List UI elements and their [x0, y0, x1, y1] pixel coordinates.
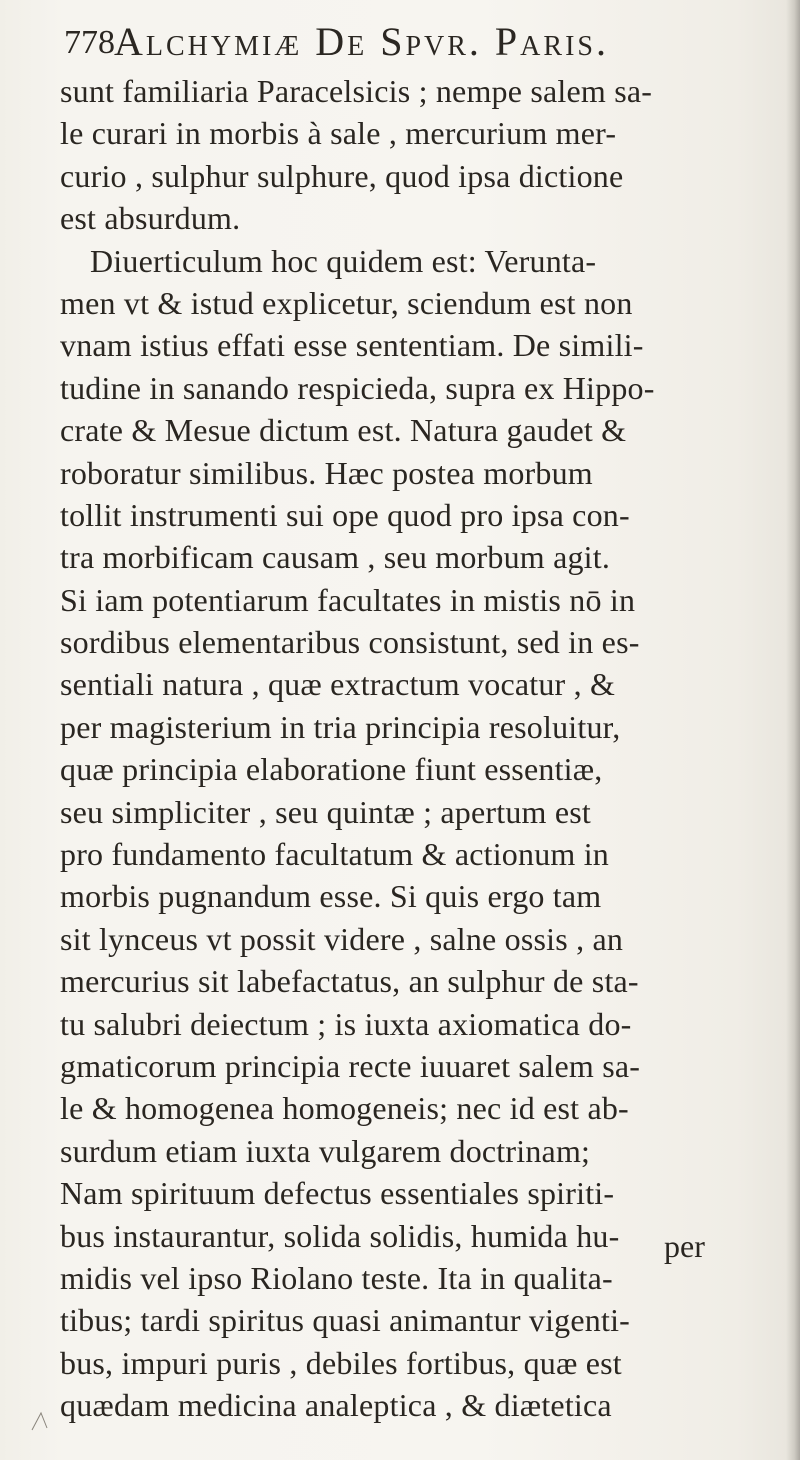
page-header [64, 10, 764, 66]
text-line: le & homogenea homogeneis; nec id est ab- [60, 1090, 629, 1127]
text-line: Diuerticulum hoc quidem est: Verunta- [90, 242, 597, 279]
page-number: 778 [64, 24, 115, 61]
text-line: roboratur similibus. Hæc postea morbum [60, 454, 593, 491]
text-line: tudine in sanando respicieda, supra ex Hippo- [60, 369, 655, 406]
text-line: seu simpliciter , seu quintæ ; apertum est [60, 793, 591, 830]
text-line: tu salubri deiectum ; is iuxta axiomatica do- [60, 1005, 632, 1042]
running-head: Alchymiæ De Spvr. Paris. [114, 19, 609, 64]
text-line: midis vel ipso Riolano teste. Ita in qualita- [60, 1259, 613, 1296]
text-line: tollit instrumenti sui ope quod pro ipsa con- [60, 496, 630, 533]
text-line: sordibus elementaribus consistunt, sed in es- [60, 624, 640, 661]
text-line: est absurdum. [60, 200, 241, 237]
text-line: men vt & istud explicetur, sciendum est non [60, 284, 633, 321]
text-line: Nam spirituum defectus essentiales spiriti- [60, 1175, 615, 1212]
text-line: tra morbificam causam , seu morbum agit. [60, 539, 611, 576]
text-line: sit lynceus vt possit videre , salne ossis , an [60, 920, 624, 957]
text-line: gmaticorum principia recte iuuaret salem sa- [60, 1047, 641, 1084]
text-line: bus, impuri puris , debiles fortibus, quæ est [60, 1344, 622, 1381]
page-edge-shadow [786, 0, 800, 1460]
text-line: tibus; tardi spiritus quasi animantur vigenti- [60, 1302, 631, 1339]
text-line: pro fundamento facultatum & actionum in [60, 836, 609, 873]
text-line: crate & Mesue dictum est. Natura gaudet & [60, 412, 627, 449]
text-line: mercurius sit labefactatus, an sulphur de sta- [60, 963, 639, 1000]
text-line: morbis pugnandum esse. Si quis ergo tam [60, 878, 602, 915]
text-line: surdum etiam iuxta vulgarem doctrinam; [60, 1132, 591, 1169]
text-line: sentiali natura , quæ extractum vocatur , & [60, 666, 616, 703]
text-line: bus instaurantur, solida solidis, humida hu- [60, 1217, 620, 1254]
text-line: Si iam potentiarum facultates in mistis nō in [60, 581, 636, 618]
text-line: vnam istius effati esse sententiam. De simili- [60, 327, 644, 364]
text-line: curio , sulphur sulphure, quod ipsa dictione [60, 157, 624, 194]
text-line: quæ principia elaboratione fiunt essentiæ, [60, 751, 603, 788]
catchword: per [664, 1228, 705, 1264]
text-line: sunt familiaria Paracelsicis ; nempe salem sa- [60, 73, 653, 109]
text-line: per magisterium in tria principia resoluitur, [60, 708, 621, 745]
text-line: le curari in morbis à sale , mercurium mer- [60, 115, 617, 152]
pencil-mark [30, 1410, 50, 1432]
text-line: quædam medicina analeptica , & diætetica [60, 1387, 612, 1424]
body-text [60, 70, 772, 1427]
